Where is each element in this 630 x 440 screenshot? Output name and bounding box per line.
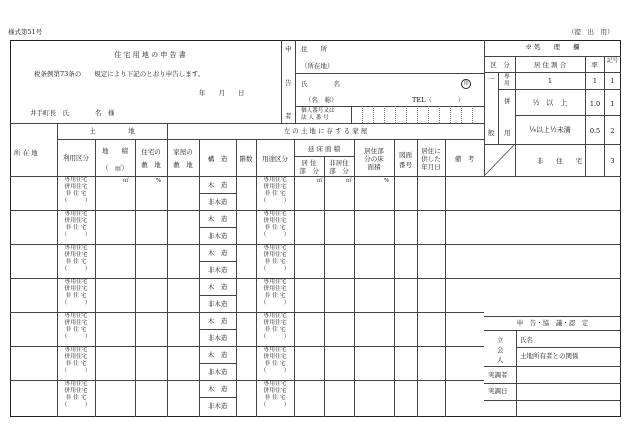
proc-hijuu: 非 住 宅 xyxy=(536,157,583,165)
lot-pct: % xyxy=(156,178,162,184)
row-divider xyxy=(10,210,621,211)
witness-name: 氏名 xyxy=(520,336,533,344)
proc-rate-3: 0.5 xyxy=(589,127,601,135)
land-use-option: 専用住宅 xyxy=(64,381,88,387)
house-use-option: 専用住宅 xyxy=(263,279,287,285)
proc-ippan-1: 一 xyxy=(488,75,495,83)
structure-wood: 木 造 xyxy=(207,385,228,393)
house-use-option: 非 住 宅 xyxy=(264,327,286,333)
house-use-option: 専用住宅 xyxy=(263,211,287,217)
th-house: 左 の 土 地 に 存 す る 家 屋 xyxy=(283,127,368,135)
th-floor-area: 延 床 面 積 xyxy=(307,145,341,153)
land-use-option: 併用住宅 xyxy=(64,286,88,292)
name-label: 氏 名 xyxy=(301,80,340,88)
structure-divider xyxy=(199,295,236,296)
house-use-option: 非 住 宅 xyxy=(264,191,286,197)
land-use-option: 専用住宅 xyxy=(64,313,88,319)
applicant-label-2: 告 xyxy=(285,79,292,87)
processing-title: ※ 処 理 欄 xyxy=(525,43,580,51)
house-use-option: 専用住宅 xyxy=(263,347,287,353)
land-use-option: （ ） xyxy=(61,334,91,340)
witness-3: 人 xyxy=(497,356,504,364)
addressee: 井手町長 氏 名 様 xyxy=(30,109,115,117)
id-box-divider xyxy=(461,106,462,123)
th-resid-2: 部 分 xyxy=(299,167,319,175)
id-box-divider xyxy=(384,106,385,123)
structure-wood: 木 造 xyxy=(207,317,228,325)
th-area-unit: （ ㎡） xyxy=(102,164,128,172)
id-box-divider xyxy=(406,106,407,123)
house-use-option: （ ） xyxy=(260,368,290,374)
house-use-option: 専用住宅 xyxy=(263,245,287,251)
structure-nonwood: 非木造 xyxy=(207,368,228,376)
th-date-2: 供した xyxy=(421,155,441,163)
structure-wood: 木 造 xyxy=(207,249,228,257)
house-use-option: 併用住宅 xyxy=(263,184,287,190)
land-use-option: 専用住宅 xyxy=(64,347,88,353)
tel-label: TEL（ ） xyxy=(412,96,465,104)
th-nonresid-2: 部 分 xyxy=(329,167,349,175)
structure-nonwood: 非木造 xyxy=(207,266,228,274)
proc-sym-4: 3 xyxy=(610,157,615,165)
structure-wood: 木 造 xyxy=(207,181,228,189)
land-use-option: 専用住宅 xyxy=(64,279,88,285)
location-label: （所在地） xyxy=(301,62,334,70)
applicant-label-1: 申 xyxy=(285,45,292,53)
land-use-option: 非 住 宅 xyxy=(65,361,87,367)
house-use-option: 非 住 宅 xyxy=(264,293,286,299)
th-floors: 階数 xyxy=(239,155,253,163)
th-land: 土 地 xyxy=(89,127,135,135)
proc-sym-1: 1 xyxy=(610,77,615,85)
witness-1: 立 xyxy=(497,336,504,344)
house-use-option: （ ） xyxy=(260,198,290,204)
th-location: 所 在 地 xyxy=(14,149,38,157)
th-area: 地 積 xyxy=(102,147,128,155)
house-use-option: 専用住宅 xyxy=(263,177,287,183)
th-ratio-2: 分の床 xyxy=(364,155,384,163)
survey-date-label: 実調日 xyxy=(488,387,508,395)
house-use-option: （ ） xyxy=(260,402,290,408)
th-land-use: 利用区分 xyxy=(63,154,89,162)
structure-divider xyxy=(199,397,236,398)
form-title: 住 宅 用 地 の 申 告 書 xyxy=(114,51,186,59)
land-use-option: 専用住宅 xyxy=(64,177,88,183)
th-lots-1: 住宅の xyxy=(141,148,161,156)
structure-nonwood: 非木造 xyxy=(207,334,228,342)
house-use-option: 併用住宅 xyxy=(263,286,287,292)
th-house-count-1: 家屋の xyxy=(173,148,193,156)
land-use-option: 併用住宅 xyxy=(64,252,88,258)
th-nonresid-1: 非居住 xyxy=(329,159,349,167)
seal-mark: 印 xyxy=(461,79,471,89)
land-use-option: 専用住宅 xyxy=(64,245,88,251)
house-use-option: 専用住宅 xyxy=(263,381,287,387)
proc-ratio-1: 1 xyxy=(547,77,553,85)
land-use-option: 非 住 宅 xyxy=(65,327,87,333)
structure-divider xyxy=(199,363,236,364)
proc-rate-2: 1.0 xyxy=(589,100,601,108)
structure-wood: 木 造 xyxy=(207,351,228,359)
house-use-option: （ ） xyxy=(260,266,290,272)
proc-header-kubun: 区 分 xyxy=(490,61,510,69)
house-use-option: （ ） xyxy=(260,300,290,306)
house-use-option: 併用住宅 xyxy=(263,218,287,224)
th-ratio-1: 居住部 xyxy=(364,147,384,155)
land-use-option: 併用住宅 xyxy=(64,354,88,360)
th-date-3: 年月日 xyxy=(421,163,441,171)
resid-unit: ㎡ xyxy=(317,178,323,184)
proc-sym-2: 1 xyxy=(610,100,615,108)
proc-rate-1: 1 xyxy=(592,77,598,85)
proc-ratio-3: ¼以上½未満 xyxy=(529,126,571,134)
house-use-option: 併用住宅 xyxy=(263,388,287,394)
house-use-option: 併用住宅 xyxy=(263,252,287,258)
th-map-1: 図面 xyxy=(399,151,412,159)
house-use-option: 非 住 宅 xyxy=(264,259,286,265)
th-resid-1: 居 住 xyxy=(301,159,317,167)
nonresid-unit: ㎡ xyxy=(346,178,352,184)
proc-diagonal xyxy=(484,144,515,176)
row-divider xyxy=(10,244,621,245)
id-box-divider xyxy=(417,106,418,123)
id-box-divider xyxy=(428,106,429,123)
structure-divider xyxy=(199,227,236,228)
house-use-option: 専用住宅 xyxy=(263,313,287,319)
th-structure: 構 造 xyxy=(207,155,228,163)
land-use-option: （ ） xyxy=(61,368,91,374)
house-use-option: 併用住宅 xyxy=(263,320,287,326)
land-use-option: 非 住 宅 xyxy=(65,395,87,401)
th-use-type: 用途区分 xyxy=(262,155,288,163)
structure-nonwood: 非木造 xyxy=(207,232,228,240)
land-use-option: 併用住宅 xyxy=(64,320,88,326)
land-use-option: 非 住 宅 xyxy=(65,225,87,231)
proc-senyou-1: 専 xyxy=(504,74,510,80)
proc-heiyou-1: 併 xyxy=(504,97,511,105)
house-use-option: 非 住 宅 xyxy=(264,361,286,367)
proc-ratio-2: ½ 以 上 xyxy=(532,99,568,107)
th-notes: 備 考 xyxy=(454,155,475,163)
house-use-option: （ ） xyxy=(260,334,290,340)
structure-divider xyxy=(199,261,236,262)
proc-header-symbol: 記号 xyxy=(606,58,619,64)
land-use-option: 専用住宅 xyxy=(64,211,88,217)
land-use-option: 非 住 宅 xyxy=(65,293,87,299)
structure-nonwood: 非木造 xyxy=(207,300,228,308)
id-box-divider xyxy=(362,106,363,123)
proc-header-rate: 率 xyxy=(591,61,598,69)
id-box-divider xyxy=(439,106,440,123)
land-use-option: （ ） xyxy=(61,402,91,408)
id-box-divider xyxy=(395,106,396,123)
land-use-option: （ ） xyxy=(61,232,91,238)
confirm-title: 申 告・協 議・認 定 xyxy=(516,319,589,327)
address-label: 住 所 xyxy=(301,45,327,53)
copy-type: （提 出 用） xyxy=(568,28,614,36)
id-label-2: 法 人 番 号 xyxy=(301,115,329,121)
id-box-divider xyxy=(472,106,473,123)
land-use-option: （ ） xyxy=(61,300,91,306)
area-unit: ㎡ xyxy=(123,178,129,184)
id-box-divider xyxy=(450,106,451,123)
proc-header-ratio: 居 住 割 合 xyxy=(533,61,567,69)
id-label-1: 個人番号又は xyxy=(301,108,335,114)
row-divider xyxy=(10,278,621,279)
proc-heiyou-2: 用 xyxy=(504,129,511,137)
applicant-label-3: 者 xyxy=(285,112,292,120)
house-use-option: 非 住 宅 xyxy=(264,225,286,231)
land-use-option: 非 住 宅 xyxy=(65,259,87,265)
th-ratio-3: 面積 xyxy=(367,163,381,171)
structure-nonwood: 非木造 xyxy=(207,402,228,410)
form-number: 様式第51号 xyxy=(8,28,43,36)
structure-nonwood: 非木造 xyxy=(207,198,228,206)
th-date-1: 居住に xyxy=(421,147,441,155)
land-use-option: （ ） xyxy=(61,266,91,272)
house-use-option: 非 住 宅 xyxy=(264,395,286,401)
th-house-count-2: 敷 地 xyxy=(173,161,193,169)
corp-name-label: （名 称） xyxy=(305,96,338,104)
statement: 税条例第73条の 規定により下記のとおり申告します。 xyxy=(34,70,205,78)
land-use-option: 併用住宅 xyxy=(64,218,88,224)
ratio-pct: % xyxy=(384,178,390,184)
house-use-option: 併用住宅 xyxy=(263,354,287,360)
house-use-option: （ ） xyxy=(260,232,290,238)
land-use-option: 併用住宅 xyxy=(64,388,88,394)
proc-senyou-2: 用 xyxy=(504,81,510,87)
structure-divider xyxy=(199,193,236,194)
witness-2: 会 xyxy=(497,346,504,354)
structure-wood: 木 造 xyxy=(207,283,228,291)
witness-relation: 土地所有者との関係 xyxy=(520,352,579,360)
structure-divider xyxy=(199,329,236,330)
structure-wood: 木 造 xyxy=(207,215,228,223)
th-map-2: 番号 xyxy=(399,161,412,169)
date-label: 年 月 日 xyxy=(199,89,245,97)
proc-sym-3: 2 xyxy=(610,127,615,135)
id-box-divider xyxy=(373,106,374,123)
land-use-option: 非 住 宅 xyxy=(65,191,87,197)
th-lots-2: 敷 地 xyxy=(141,161,161,169)
proc-ippan-2: 般 xyxy=(488,129,495,137)
land-use-option: 併用住宅 xyxy=(64,184,88,190)
surveyor-label: 実調者 xyxy=(488,371,508,379)
land-use-option: （ ） xyxy=(61,198,91,204)
